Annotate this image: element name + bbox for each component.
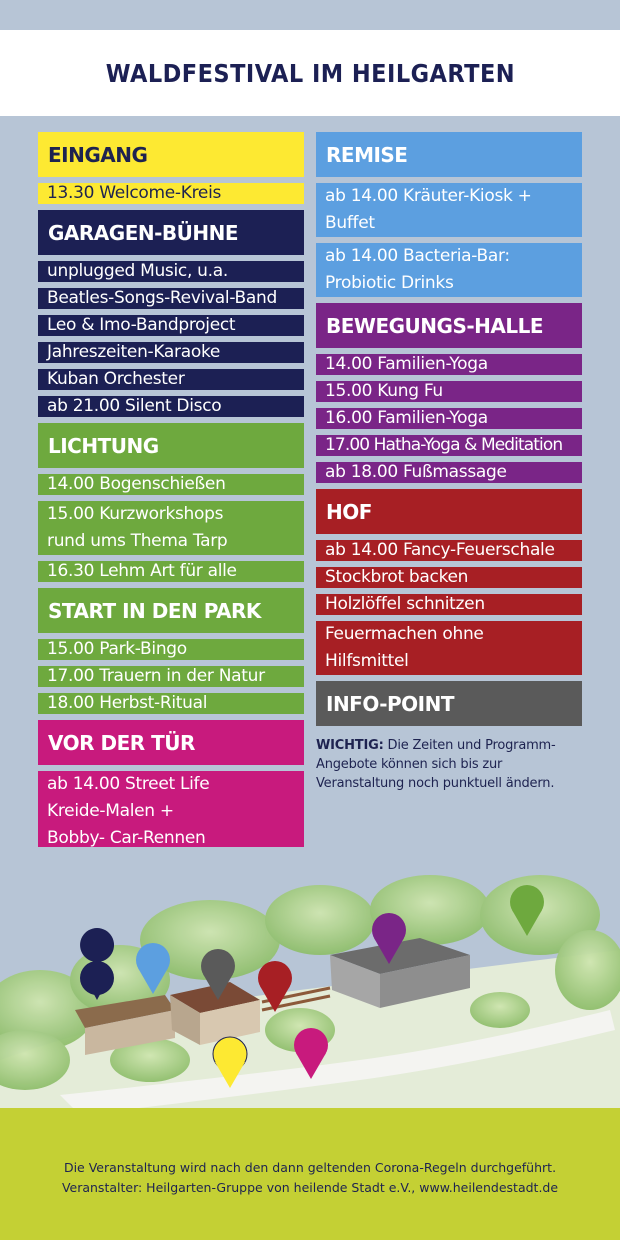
program-item: 17.00 Hatha-Yoga & Meditation: [316, 435, 582, 456]
program-item: 15.00 Park-Bingo: [38, 639, 304, 660]
park-illustration: [0, 860, 620, 1120]
program-item: ab 18.00 Fußmassage: [316, 462, 582, 483]
program-item-line: Hilfsmittel: [325, 651, 409, 671]
section-heading: LICHTUNG: [38, 423, 304, 468]
section-heading: EINGANG: [38, 132, 304, 177]
program-item: 16.00 Familien-Yoga: [316, 408, 582, 429]
section-heading: GARAGEN-BÜHNE: [38, 210, 304, 255]
program-item: [316, 243, 582, 297]
program-item: Jahreszeiten-Karaoke: [38, 342, 304, 363]
section-remise: [316, 132, 582, 297]
section-heading: HOF: [316, 489, 582, 534]
program-item-line: 15.00 Kurzworkshops: [47, 504, 224, 524]
section-heading: BEWEGUNGS-HALLE: [316, 303, 582, 348]
program-item: 16.30 Lehm Art für alle: [38, 561, 304, 582]
program-item-line: Probiotic Drinks: [325, 273, 454, 293]
info-note-text: Die Zeiten und Programm-Angebote können sich bis zur Veranstaltung noch punktuell ändern.: [316, 738, 556, 791]
program-item: 15.00 Kung Fu: [316, 381, 582, 402]
footer-line-corona: Die Veranstaltung wird nach den dann geltenden Corona-Regeln durchgeführt.: [63, 1160, 557, 1175]
program-item: 14.00 Bogenschießen: [38, 474, 304, 495]
program-item: ab 14.00 Fancy-Feuerschale: [316, 540, 582, 561]
program-item: 17.00 Trauern in der Natur: [38, 666, 304, 687]
info-note: [316, 736, 582, 793]
left-column: [38, 132, 304, 853]
section-start-in-den-park: [38, 588, 304, 714]
program-item-line: Bobby- Car-Rennen: [47, 828, 206, 847]
program-item: [38, 501, 304, 555]
program-item: 18.00 Herbst-Ritual: [38, 693, 304, 714]
section-bewegungs-halle: [316, 303, 582, 483]
section-heading: REMISE: [316, 132, 582, 177]
footer-text: [0, 1158, 620, 1198]
program-item-line: ab 14.00 Kräuter-Kiosk +: [325, 186, 532, 206]
program-item: unplugged Music, u.a.: [38, 261, 304, 282]
program-item-line: ab 14.00 Bacteria-Bar:: [325, 246, 510, 266]
program-item: 14.00 Familien-Yoga: [316, 354, 582, 375]
section-heading: START IN DEN PARK: [38, 588, 304, 633]
right-column: [316, 132, 582, 793]
section-heading: INFO-POINT: [316, 681, 582, 726]
program-item: 13.30 Welcome-Kreis: [38, 183, 304, 204]
program-item-line: rund ums Thema Tarp: [47, 531, 228, 551]
program-item: Beatles-Songs-Revival-Band: [38, 288, 304, 309]
section-eingang: [38, 132, 304, 204]
program-item-line: Kreide-Malen +: [47, 801, 174, 821]
program-item: Leo & Imo-Bandproject: [38, 315, 304, 336]
program-item-line: Buffet: [325, 213, 375, 233]
program-item: [38, 771, 304, 847]
section-lichtung: [38, 423, 304, 582]
program-item: Stockbrot backen: [316, 567, 582, 588]
page-title: WALDFESTIVAL IM HEILGARTEN: [105, 58, 515, 88]
program-item-line: Feuermachen ohne: [325, 624, 484, 644]
program-item: ab 21.00 Silent Disco: [38, 396, 304, 417]
section-heading: VOR DER TÜR: [38, 720, 304, 765]
program-item: Kuban Orchester: [38, 369, 304, 390]
program-item-line: ab 14.00 Street Life: [47, 774, 210, 794]
program-item: [316, 621, 582, 675]
program-item: Holzlöffel schnitzen: [316, 594, 582, 615]
footer-line-organizer: Veranstalter: Heilgarten-Gruppe von heilende Stadt e.V., www.heilendestadt.de: [61, 1180, 559, 1195]
section-garagen-buehne: [38, 210, 304, 417]
section-info-point: [316, 681, 582, 793]
info-note-label: WICHTIG:: [316, 738, 384, 753]
program-item: [316, 183, 582, 237]
section-vor-der-tuer: [38, 720, 304, 847]
title-band: [0, 30, 620, 116]
section-hof: [316, 489, 582, 675]
